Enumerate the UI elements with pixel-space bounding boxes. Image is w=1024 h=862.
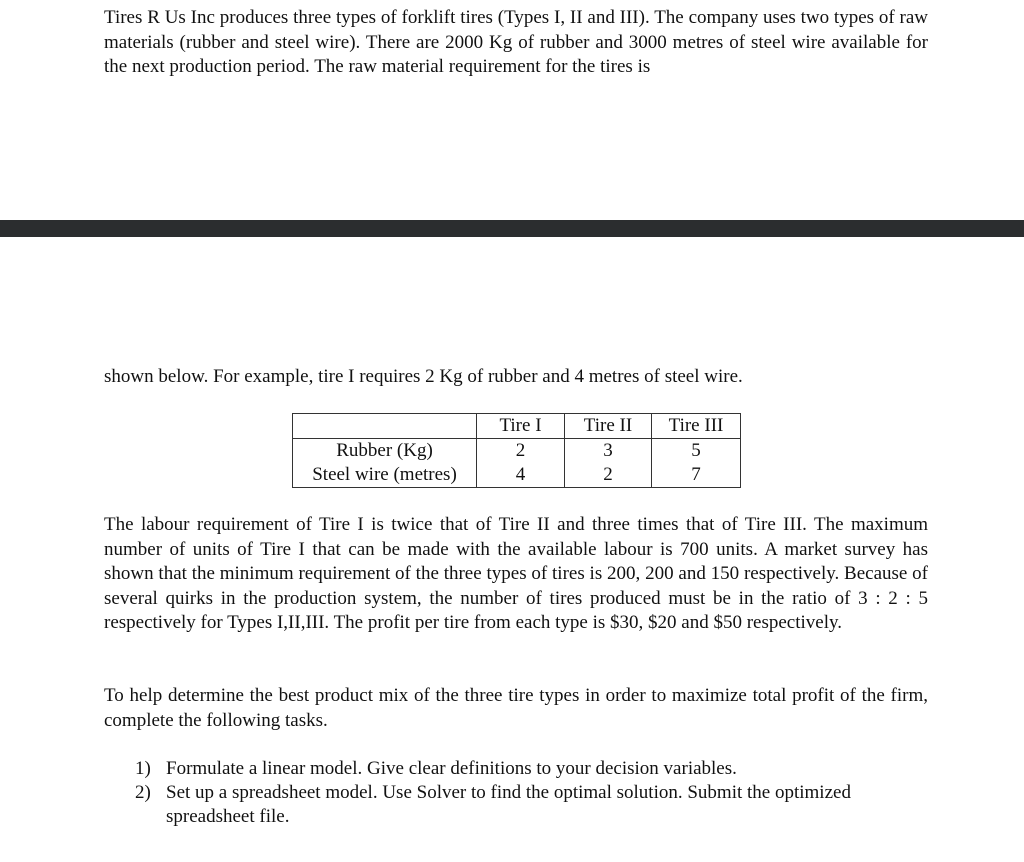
list-item [135,757,930,781]
table-row [293,463,741,488]
table-cell: 5 [652,439,741,464]
row-label-cell: Steel wire (metres) [293,463,477,488]
task-list [135,757,930,829]
page-divider-bar [0,220,1024,237]
table-row [293,439,741,464]
row-label-cell: Rubber (Kg) [293,439,477,464]
list-item-text: Set up a spreadsheet model. Use Solver to find the optimal solution. Submit the optimized spreadsheet file. [166,782,851,827]
table-header-row [293,414,741,439]
table-cell: 2 [477,439,565,464]
raw-material-table [292,413,741,488]
list-item-text: Formulate a linear model. Give clear definitions to your decision variables. [166,758,737,779]
problem-intro-paragraph: Tires R Us Inc produces three types of forklift tires (Types I, II and III). The company uses two types of raw materials (rubber and steel wire). There are 2000 Kg of rubber and 3000 metres of steel wire available for the next production period. The raw material requirement for the tires is [104,7,928,77]
list-item-number: 2) [135,782,151,803]
labour-paragraph: The labour requirement of Tire I is twice that of Tire II and three times that of Tire III. The maximum number of units of Tire I that can be made with the available labour is 700 units. A market survey has shown that the minimum requirement of the three types of tires is 200, 200 and 150 respectively. Because of several quirks in the production system, the number of tires produced must be in the ratio of 3 : 2 : 5 respectively for Types I,II,III. The profit per tire from each type is $30, $20 and $50 respectively. [104,514,928,633]
table-cell: 7 [652,463,741,488]
task-intro-paragraph: To help determine the best product mix of the three tire types in order to maximize total profit of the firm, complete the following tasks. [104,685,928,731]
table-cell: 4 [477,463,565,488]
list-item [135,781,930,829]
table-header-cell: Tire II [565,414,652,439]
list-item-number: 1) [135,758,151,779]
table-header-cell [293,414,477,439]
table-cell: 2 [565,463,652,488]
table-intro-paragraph: shown below. For example, tire I requires 2 Kg of rubber and 4 metres of steel wire. [104,366,743,387]
table-header-cell: Tire I [477,414,565,439]
table-header-cell: Tire III [652,414,741,439]
table-cell: 3 [565,439,652,464]
